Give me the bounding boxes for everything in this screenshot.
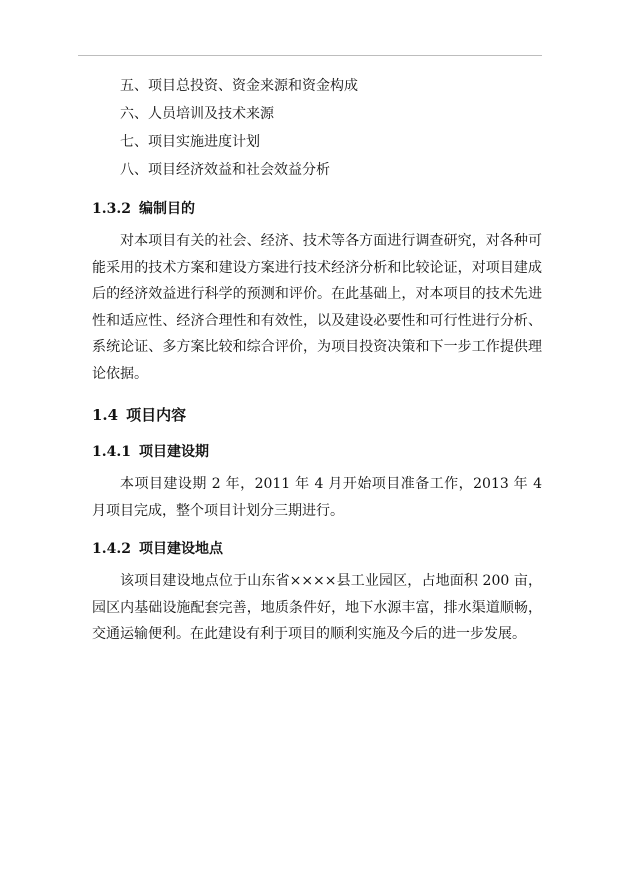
section-title: 项目建设地点 [138, 541, 223, 557]
page-content [92, 72, 542, 648]
section-heading-1-4 [92, 403, 542, 427]
section-title: 项目建设期 [138, 444, 209, 460]
header-rule [78, 55, 542, 56]
section-heading-1-3-2 [92, 198, 542, 220]
section-heading-1-4-1 [92, 441, 542, 463]
list-item: 七、项目实施进度计划 [120, 134, 260, 150]
paragraph-purpose: 对本项目有关的社会、经济、技术等各方面进行调查研究，对各种可能采用的技术方案和建设方案进行技术经济分析和比较论证，对项目建成后的经济效益进行科学的预测和评价。在此基础上，对本项目的技术先进性和适应性、经济合理性和有效性，以及建设必要性和可行性进行分析、系统论证、多方案比较和综合评价，为项目投资决策和下一步工作提供理论依据。 [92, 233, 542, 382]
list-item: 五、项目总投资、资金来源和资金构成 [120, 78, 358, 94]
list-item: 八、项目经济效益和社会效益分析 [120, 162, 330, 178]
section-number: 1.3.2 [92, 201, 131, 217]
section-number: 1.4.2 [92, 541, 131, 557]
section-heading-1-4-2 [92, 538, 542, 560]
list-item: 六、人员培训及技术来源 [120, 106, 274, 122]
section-number: 1.4.1 [92, 444, 131, 460]
paragraph-construction-period: 本项目建设期 2 年，2011 年 4 月开始项目准备工作，2013 年 4 月项目完成，整个项目计划分三期进行。 [92, 476, 542, 519]
section-number: 1.4 [92, 406, 119, 424]
section-title: 项目内容 [126, 406, 187, 424]
section-title: 编制目的 [138, 201, 195, 217]
paragraph-construction-site: 该项目建设地点位于山东省××××县工业园区，占地面积 200 亩，园区内基础设施配套完善，地质条件好，地下水源丰富，排水渠道顺畅，交通运输便利。在此建设有利于项目的顺利实施及今后的进一步发展。 [92, 573, 542, 642]
